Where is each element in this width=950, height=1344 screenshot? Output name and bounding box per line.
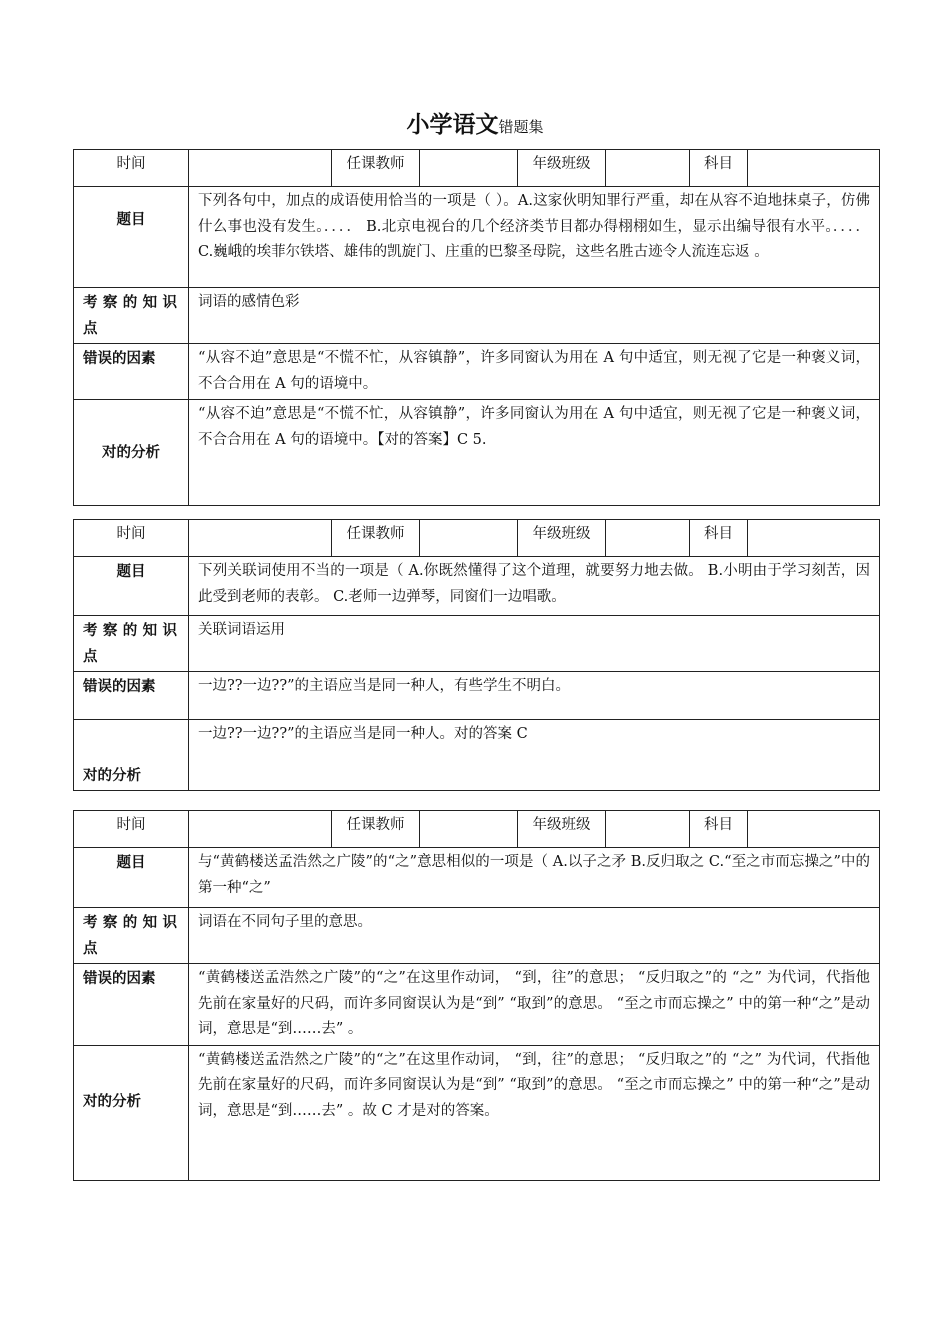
error-row — [74, 964, 880, 1046]
teacher-label: 任课教师 — [332, 520, 420, 557]
time-value — [189, 520, 332, 557]
question-row — [74, 187, 880, 288]
error-row — [74, 344, 880, 400]
subject-label: 科目 — [690, 150, 748, 187]
question-row — [74, 557, 880, 616]
error-text: 一边??一边??”的主语应当是同一种人，有些学生不明白。 — [189, 672, 880, 720]
grade-label: 年级班级 — [518, 811, 606, 848]
error-text: “黄鹤楼送孟浩然之广陵”的“之”在这里作动词， “到，往”的意思； “反归取之”的 “之” 为代词，代指他先前在家量好的尺码，而许多同窗误认为是“到” “取到”的意思。 “至之市而忘操之” 中的第一种“之”是动词，意思是“到……去” 。 — [189, 964, 880, 1046]
grade-value — [606, 520, 690, 557]
page-title — [0, 110, 950, 142]
knowledge-text: 词语在不同句子里的意思。 — [189, 908, 880, 964]
grade-value — [606, 811, 690, 848]
knowledge-row — [74, 616, 880, 672]
knowledge-row — [74, 908, 880, 964]
teacher-label: 任课教师 — [332, 150, 420, 187]
subject-value — [748, 520, 880, 557]
time-label: 时间 — [74, 150, 189, 187]
question-text: 与“黄鹤楼送孟浩然之广陵”的“之”意思相似的一项是（ A.以子之矛 B.反归取之 C.“至之市而忘操之”中的第一种“之” — [189, 848, 880, 908]
time-label: 时间 — [74, 520, 189, 557]
error-label: 错误的因素 — [74, 344, 189, 400]
teacher-value — [420, 520, 518, 557]
grade-label: 年级班级 — [518, 150, 606, 187]
knowledge-label: 考察的知识点 — [74, 908, 189, 964]
time-value — [189, 811, 332, 848]
header-row — [74, 150, 880, 187]
analysis-row — [74, 1045, 880, 1180]
subject-value — [748, 150, 880, 187]
knowledge-label: 考察的知识点 — [74, 616, 189, 672]
knowledge-label: 考察的知识点 — [74, 288, 189, 344]
question-label: 题目 — [74, 187, 189, 288]
teacher-value — [420, 811, 518, 848]
analysis-text: “从容不迫”意思是“不慌不忙，从容镇静”，许多同窗认为用在 A 句中适宜，则无视了它是一种褒义词，不合合用在 A 句的语境中。【对的答案】C 5. — [189, 400, 880, 506]
analysis-row — [74, 400, 880, 506]
analysis-text: 一边??一边??”的主语应当是同一种人。对的答案 C — [189, 720, 880, 791]
teacher-label: 任课教师 — [332, 811, 420, 848]
error-label: 错误的因素 — [74, 964, 189, 1046]
analysis-label: 对的分析 — [74, 720, 189, 791]
subject-label: 科目 — [690, 811, 748, 848]
knowledge-text: 词语的感情色彩 — [189, 288, 880, 344]
error-text: “从容不迫”意思是“不慌不忙，从容镇静”，许多同窗认为用在 A 句中适宜，则无视了它是一种褒义词，不合合用在 A 句的语境中。 — [189, 344, 880, 400]
question-label: 题目 — [74, 848, 189, 908]
analysis-row — [74, 720, 880, 791]
error-row — [74, 672, 880, 720]
analysis-label: 对的分析 — [74, 400, 189, 506]
knowledge-text: 关联词语运用 — [189, 616, 880, 672]
knowledge-row — [74, 288, 880, 344]
header-row — [74, 520, 880, 557]
title-main: 小学语文 — [406, 111, 499, 138]
subject-value — [748, 811, 880, 848]
subject-label: 科目 — [690, 520, 748, 557]
time-value — [189, 150, 332, 187]
title-sub: 错题集 — [498, 118, 544, 136]
grade-label: 年级班级 — [518, 520, 606, 557]
question-text: 下列各句中，加点的成语使用恰当的一项是（ ）。A.这家伙明知罪行严重，却在从容不迫地抹桌子，仿佛什么事也没有发生。．．．． B.北京电视台的几个经济类节目都办得栩栩如生，显示出编导很有水平。．．．． C.巍峨的埃菲尔铁塔、雄伟的凯旋门、庄重的巴黎圣母院，这些名胜古迹令人流连忘返 。 — [189, 187, 880, 288]
header-row — [74, 811, 880, 848]
question-row — [74, 848, 880, 908]
teacher-value — [420, 150, 518, 187]
grade-value — [606, 150, 690, 187]
question-label: 题目 — [74, 557, 189, 616]
error-label: 错误的因素 — [74, 672, 189, 720]
question-text: 下列关联词使用不当的一项是（ A.你既然懂得了这个道理，就要努力地去做。 B.小明由于学习刻苦，因此受到老师的表彰。 C.老师一边弹琴，同窗们一边唱歌。 — [189, 557, 880, 616]
analysis-text: “黄鹤楼送孟浩然之广陵”的“之”在这里作动词， “到，往”的意思； “反归取之”的 “之” 为代词，代指他先前在家量好的尺码，而许多同窗误认为是“到” “取到”的意思。 “至之市而忘操之” 中的第一种“之”是动词，意思是“到……去” 。故 C 才是对的答案。 — [189, 1045, 880, 1180]
error-card-1 — [73, 149, 880, 506]
analysis-label: 对的分析 — [74, 1045, 189, 1180]
error-card-2 — [73, 519, 880, 791]
error-card-3 — [73, 810, 880, 1181]
time-label: 时间 — [74, 811, 189, 848]
